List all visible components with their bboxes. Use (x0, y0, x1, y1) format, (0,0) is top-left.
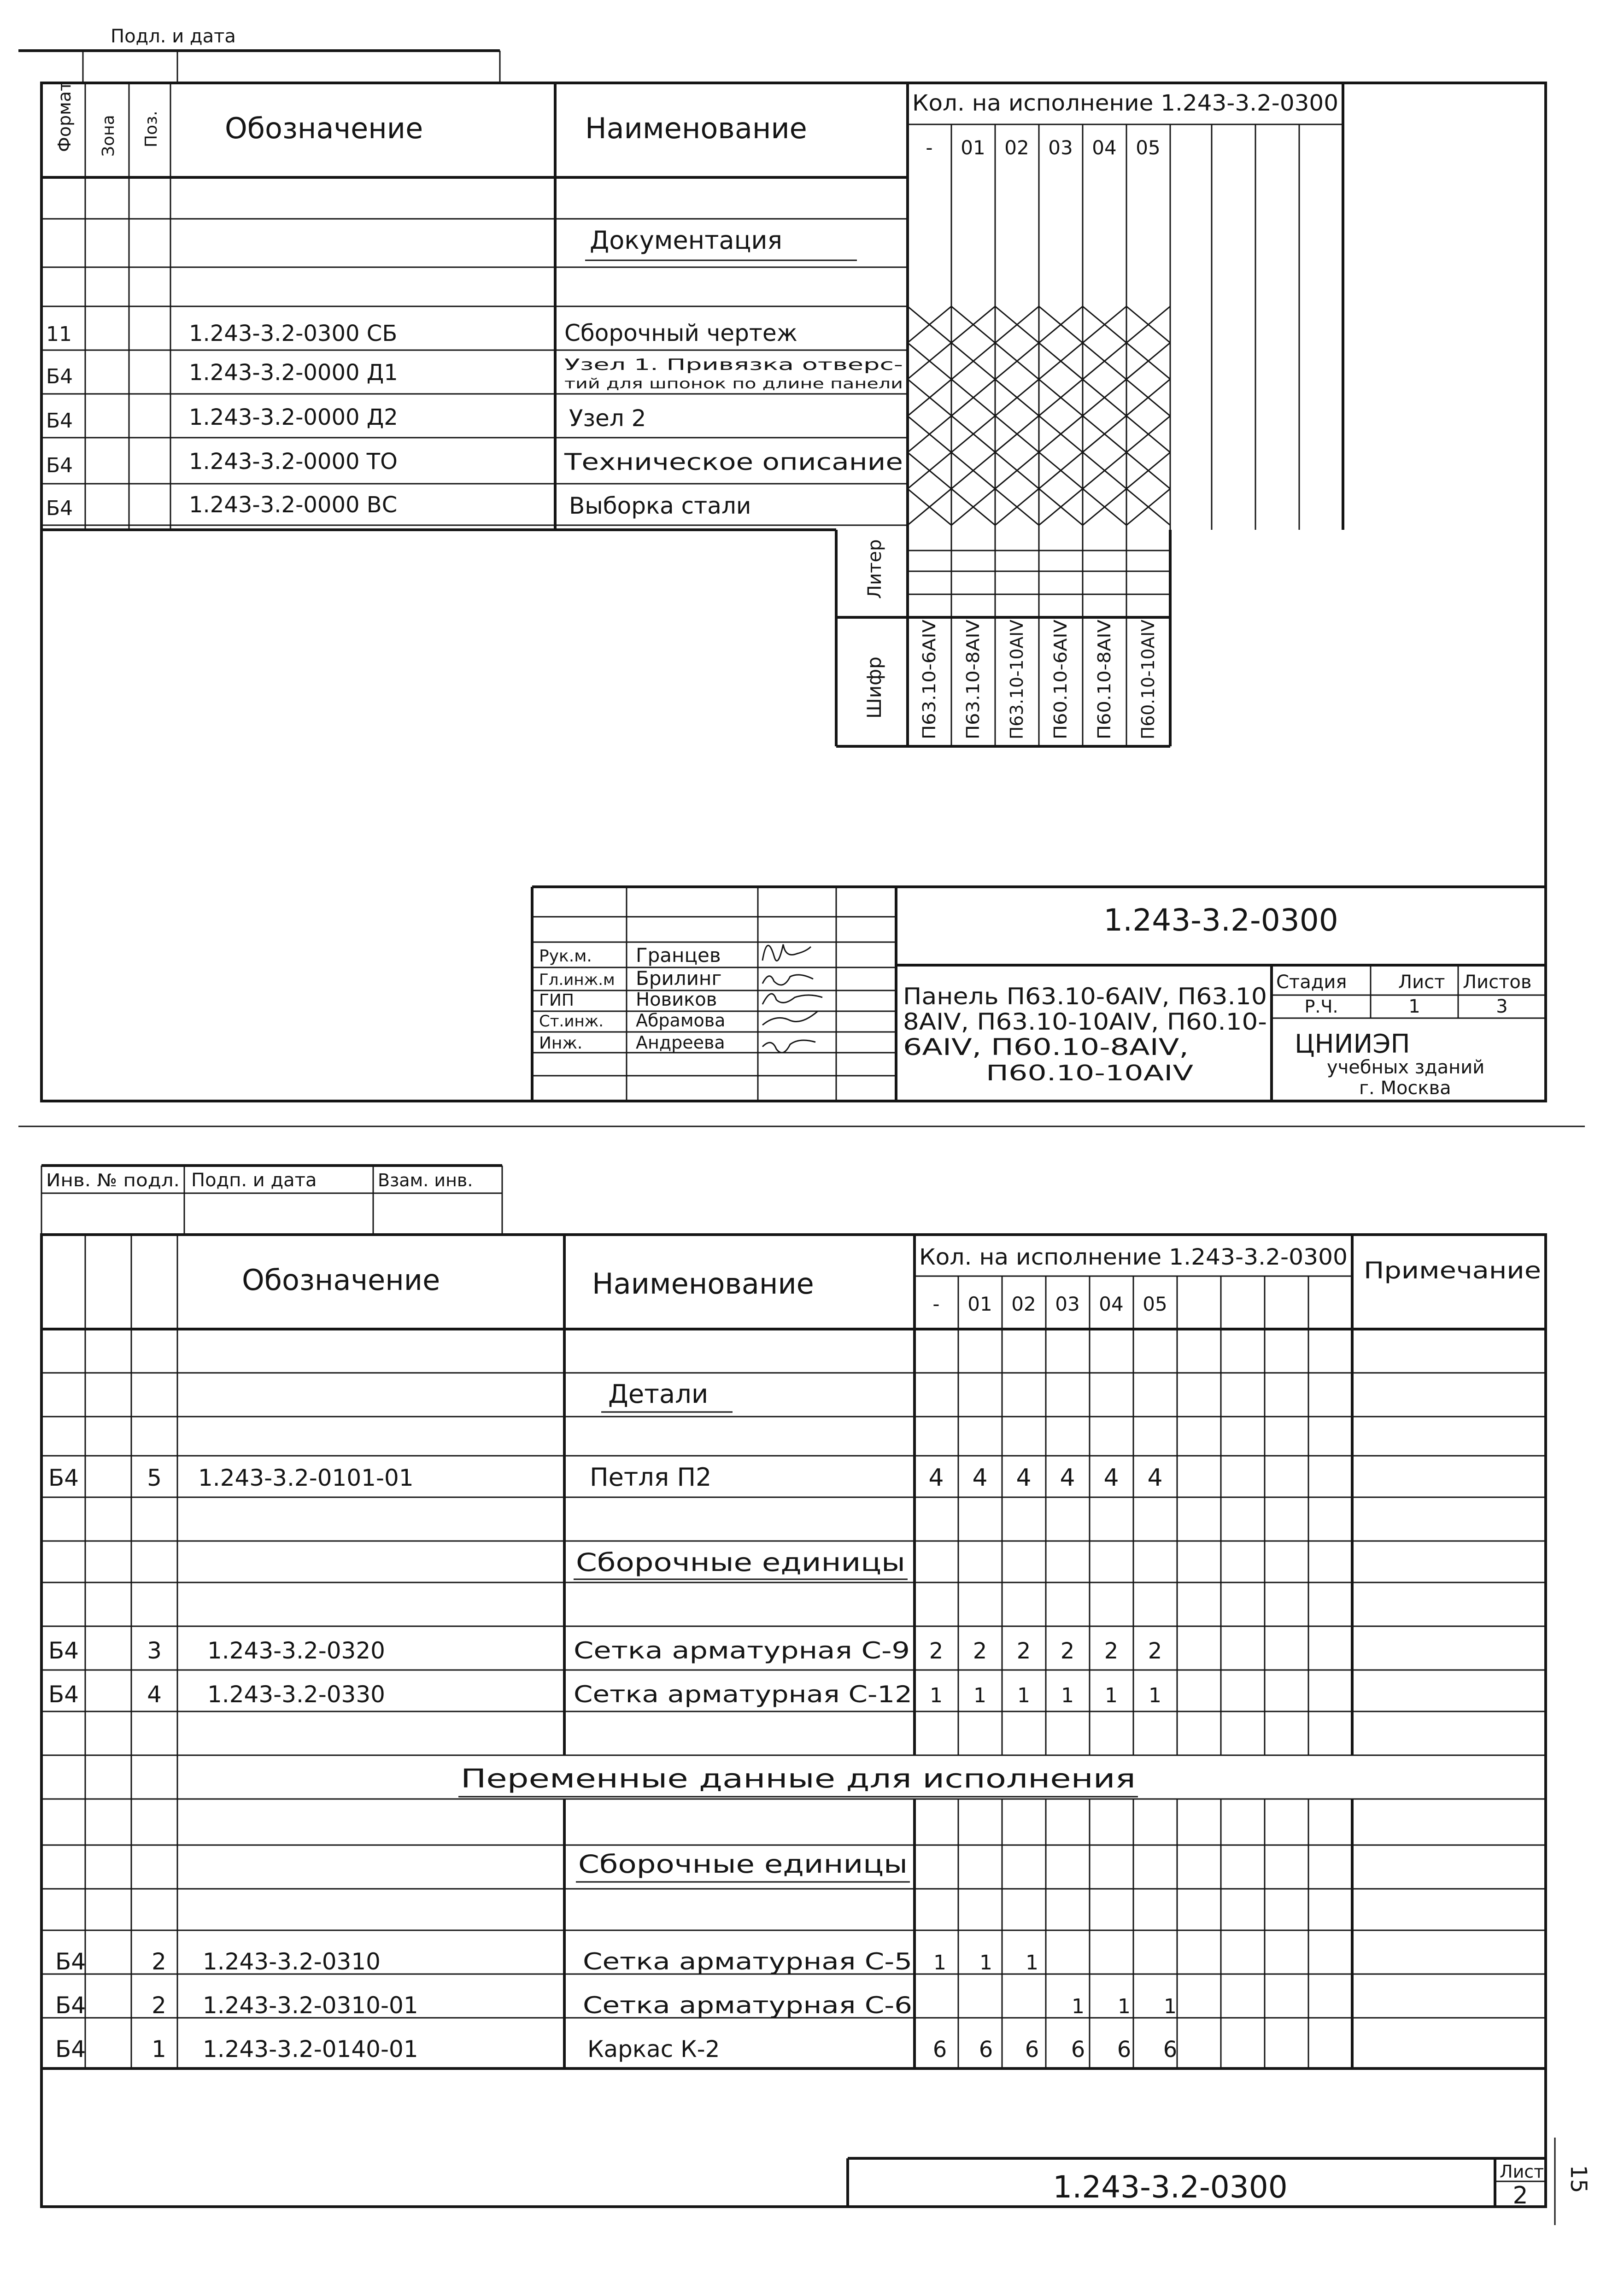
table-row (46, 356, 903, 392)
table-row (48, 1637, 1162, 1664)
row-name: Петля П2 (590, 1463, 712, 1492)
qty-cell: 1 (1061, 1684, 1074, 1707)
qty-cell: 4 (928, 1464, 944, 1492)
row-name-line2: тий для шпонок по длине панели (564, 376, 903, 392)
role-label: Ст.инж. (539, 1012, 604, 1031)
person-name: Абрамова (636, 1010, 726, 1031)
sheet-2 (41, 1166, 1591, 2225)
row-designation: 1.243-3.2-0000 Д1 (189, 360, 398, 386)
role-label: Рук.м. (539, 947, 592, 966)
sheet1-variant: 03 (1048, 136, 1073, 159)
sheet1-doc-code: 1.243-3.2-0300 (1103, 902, 1338, 938)
row-name: Сборочный чертеж (564, 320, 797, 346)
qty-cell: 1 (1072, 1995, 1085, 2018)
table-row (46, 320, 797, 346)
row-name: Техническое описание (563, 449, 903, 475)
person-name: Гранцев (636, 944, 721, 967)
sheet1-top-strip-text: Подл. и дата (111, 26, 236, 47)
row-name-line1: Узел 1. Привязка отверс- (564, 356, 903, 374)
product-line: 8АIV, П63.10-10АIV, П60.10- (903, 1008, 1267, 1035)
table-row (55, 2036, 1177, 2062)
section-variable-data: Переменные данные для исполнения (461, 1764, 1136, 1794)
row-position: 4 (147, 1681, 162, 1708)
sheet2-sheet-label: Лист (1500, 2162, 1544, 2182)
product-line: Панель П63.10-6АIV, П63.10 (903, 983, 1267, 1010)
qty-cell: 1 (973, 1684, 986, 1707)
row-format: Б4 (46, 454, 73, 477)
qty-cell: 1 (1164, 1995, 1177, 2018)
qty-cell: 6 (1117, 2037, 1132, 2062)
person-name: Андреева (636, 1032, 725, 1053)
sheet1-variant-headers (926, 136, 1160, 159)
qty-cell: 2 (1148, 1638, 1162, 1664)
org-line: ЦНИИЭП (1295, 1029, 1410, 1059)
row-format: Б4 (55, 1948, 86, 1975)
qty-cell: 6 (1025, 2037, 1039, 2062)
row-format: 11 (46, 322, 72, 346)
sheet1-variant: 05 (1136, 136, 1161, 159)
sheet2-footer (848, 2138, 1591, 2225)
org-line: учебных зданий (1327, 1057, 1485, 1078)
person-name: Брилинг (636, 967, 722, 990)
section-assembly-units: Сборочные единицы (576, 1548, 905, 1577)
qty-cell: 1 (1105, 1684, 1118, 1707)
row-position: 1 (152, 2036, 166, 2062)
sheet2-variant-headers (932, 1293, 1167, 1315)
row-name: Сетка арматурная С-12 (574, 1681, 912, 1708)
sheets-value: 3 (1496, 996, 1508, 1017)
row-designation: 1.243-3.2-0101-01 (198, 1465, 414, 1491)
sheet-1 (18, 26, 1546, 1101)
qty-cell: 1 (1149, 1684, 1161, 1707)
sign-date-label: Подп. и дата (191, 1170, 317, 1191)
qty-cell: 1 (979, 1951, 992, 1975)
row-position: 3 (147, 1637, 162, 1664)
qty-cell: 2 (1104, 1638, 1119, 1664)
row-designation: 1.243-3.2-0320 (207, 1637, 385, 1664)
qty-cell: 6 (1163, 2037, 1178, 2062)
sheet1-col-designation: Обозначение (225, 111, 423, 145)
row-name: Сетка арматурная С-6 (583, 1992, 912, 2019)
row-format: Б4 (55, 2036, 86, 2062)
cipher-label: П60.10-10АIV (1138, 618, 1158, 739)
row-designation: 1.243-3.2-0140-01 (203, 2036, 418, 2062)
inv-number-label: Инв. № подл. (46, 1170, 180, 1190)
qty-cell: 4 (1147, 1464, 1163, 1492)
qty-cell: 2 (929, 1638, 944, 1664)
row-name: Сетка арматурная С-9 (574, 1637, 910, 1664)
sheet1-col-name: Наименование (585, 111, 807, 145)
row-position: 2 (152, 1992, 166, 2019)
handwritten-signatures (762, 944, 822, 1053)
sheet1-title-block (532, 887, 1546, 1101)
row-designation: 1.243-3.2-0310-01 (203, 1992, 418, 2019)
row-name: Каркас К-2 (587, 2036, 720, 2062)
table-row (55, 1992, 1177, 2019)
row-format: Б4 (48, 1465, 79, 1491)
sheet-label: Лист (1398, 972, 1445, 993)
row-designation: 1.243-3.2-0000 ТО (189, 449, 398, 475)
row-format: Б4 (48, 1637, 79, 1664)
sheet2-variant: - (932, 1293, 940, 1315)
page-number: 15 (1565, 2165, 1591, 2193)
cipher-label: П63.10-6АIV (919, 629, 939, 739)
sheet2-doc-code: 1.243-3.2-0300 (1053, 2169, 1288, 2205)
cipher-label: П63.10-10АIV (1007, 618, 1027, 739)
row-format: Б4 (46, 409, 73, 433)
row-format: Б4 (48, 1681, 79, 1708)
sheet1-variant: - (926, 136, 933, 159)
sheet2-variant: 01 (967, 1293, 992, 1315)
qty-cell: 1 (933, 1951, 946, 1975)
sheet1-section-documentation: Документация (590, 226, 782, 255)
qty-cell: 6 (932, 2037, 947, 2062)
stage-label: Стадия (1276, 972, 1347, 993)
sheet1-col-zone: Зона (99, 115, 118, 157)
sheet1-variant: 02 (1004, 136, 1029, 159)
qty-cell: 4 (1103, 1464, 1119, 1492)
row-format: Б4 (46, 497, 73, 520)
row-format: Б4 (55, 1992, 86, 2019)
sheet2-col-designation: Обозначение (242, 1263, 440, 1297)
qty-cell: 1 (1017, 1684, 1030, 1707)
sheet-value: 1 (1408, 996, 1420, 1017)
cipher-label: П60.10-6АIV (1050, 629, 1071, 739)
sheet1-frame (41, 83, 1546, 1101)
stage-value: Р.Ч. (1304, 996, 1338, 1017)
replace-inv-label: Взам. инв. (378, 1170, 473, 1190)
sheet2-variant: 05 (1143, 1293, 1167, 1315)
person-name: Новиков (636, 989, 717, 1010)
product-line: П60.10-10АIV (986, 1061, 1194, 1085)
qty-cell: 4 (1016, 1464, 1032, 1492)
section-assembly-units-2: Сборочные единицы (578, 1850, 908, 1879)
sheets-label: Листов (1463, 972, 1532, 993)
sheet2-variant: 03 (1055, 1293, 1080, 1315)
row-designation: 1.243-3.2-0000 Д2 (189, 404, 398, 430)
row-designation: 1.243-3.2-0000 ВС (189, 492, 398, 518)
row-name: Сетка арматурная С-5 (583, 1948, 912, 1975)
sheet2-col-name: Наименование (592, 1267, 814, 1301)
cipher-label: П63.10-8АIV (963, 629, 983, 739)
sheet1-variant: 01 (961, 136, 985, 159)
sheet1-col-pos: Поз. (142, 111, 161, 147)
table-row (48, 1681, 1161, 1708)
section-details: Детали (608, 1379, 709, 1409)
qty-cell: 6 (979, 2037, 993, 2062)
qty-cell: 2 (1060, 1638, 1075, 1664)
qty-cell: 1 (1026, 1951, 1038, 1975)
row-designation: 1.243-3.2-0330 (207, 1681, 385, 1708)
table-row (46, 449, 903, 477)
table-row (46, 492, 751, 520)
qty-cell: 4 (1060, 1464, 1075, 1492)
product-line: 6АIV, П60.10-8АIV, (903, 1034, 1189, 1061)
sheet2-top-strip (41, 1166, 502, 1235)
row-name: Выборка стали (569, 492, 751, 519)
row-designation: 1.243-3.2-0310 (203, 1948, 381, 1975)
sheet2-col-note: Примечание (1364, 1257, 1541, 1284)
qty-cell: 1 (930, 1684, 943, 1707)
qty-cell: 6 (1071, 2037, 1085, 2062)
qty-cell: 4 (972, 1464, 988, 1492)
sheet1-top-strip (18, 26, 500, 83)
row-format: Б4 (46, 365, 73, 388)
row-designation: 1.243-3.2-0300 СБ (189, 321, 398, 346)
sheet1-liter-label: Литер (864, 539, 885, 599)
role-label: Гл.инж.м (539, 971, 615, 989)
table-row (55, 1948, 1038, 1975)
cipher-label: П60.10-8АIV (1094, 629, 1114, 739)
qty-cell: 1 (1118, 1995, 1131, 2018)
org-line: г. Москва (1359, 1078, 1451, 1099)
sheet1-variant: 04 (1092, 136, 1117, 159)
qty-cell: 2 (973, 1638, 987, 1664)
row-name: Узел 2 (569, 405, 646, 432)
sheet1-col-format: Формат (54, 81, 75, 152)
qty-cell: 2 (1016, 1638, 1031, 1664)
sheet2-sheet-value: 2 (1513, 2182, 1528, 2209)
sheet1-cipher-label: Шифр (863, 656, 885, 719)
sheet1-qty-title: Кол. на исполнение 1.243-3.2-0300 (912, 90, 1338, 116)
sheet2-variant: 02 (1011, 1293, 1036, 1315)
row-position: 5 (147, 1465, 162, 1491)
role-label: ГИП (539, 991, 574, 1010)
role-label: Инж. (539, 1034, 583, 1053)
table-row (48, 1463, 1163, 1492)
sheet2-qty-title: Кол. на исполнение 1.243-3.2-0300 (919, 1244, 1348, 1270)
sheet2-variant: 04 (1099, 1293, 1124, 1315)
row-position: 2 (152, 1948, 166, 1975)
